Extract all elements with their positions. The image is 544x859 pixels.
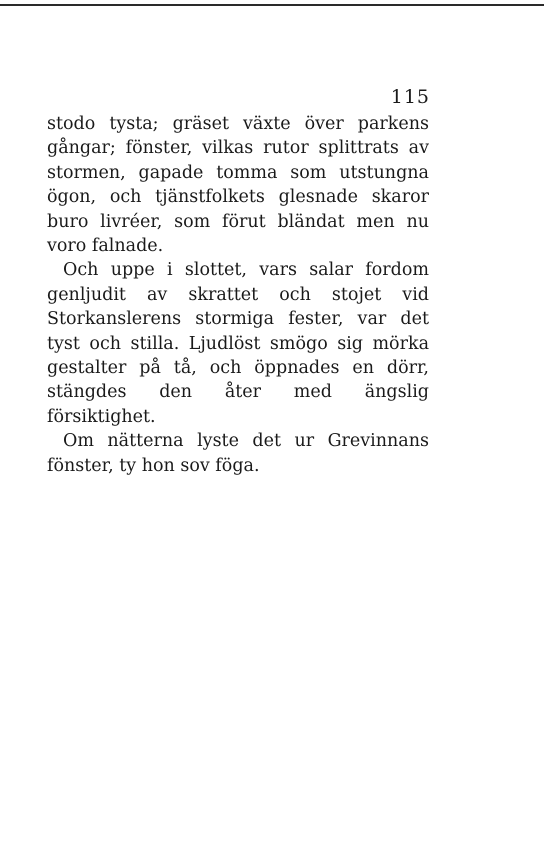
body-text bbox=[47, 112, 429, 478]
paragraph-1: stodo tysta; gräset växte över parkens gångar; fönster, vilkas rutor splittrats av stormen, gapade tomma som utstungna ögon, och tjänstfolkets glesnade skaror buro livréer, som förut bländat men nu voro falnade. bbox=[47, 114, 429, 257]
top-rule bbox=[0, 4, 544, 6]
paragraph-2: Och uppe i slottet, vars salar fordom genljudit av skrattet och stojet vid Storkanslerens stormiga fester, var det tyst och stilla. Ljudlöst smögo sig mörka gestalter på tå, och öppnades en dörr, stängdes den åter med ängslig försiktighet. bbox=[47, 260, 429, 427]
paragraph-3: Om nätterna lyste det ur Grevinnans fönster, ty hon sov föga. bbox=[47, 431, 429, 476]
page-number: 115 bbox=[390, 86, 430, 108]
